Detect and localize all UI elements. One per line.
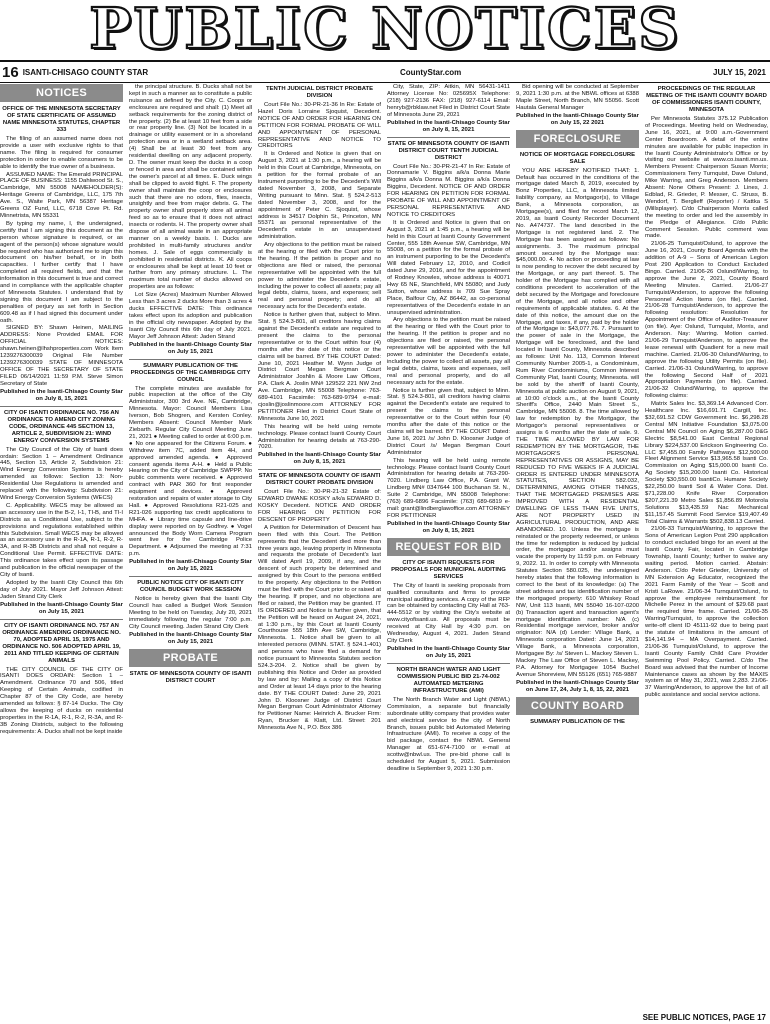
folio-left xyxy=(0,64,148,81)
notice-heading: STATE OF MINNESOTA COUNTY OF ISANTI DISTRICT COURT xyxy=(129,670,252,684)
notice-paragraph: Any objections to the petition must be raised at the hearing or filed with the Court prior to the hearing. If the petition is proper and no objections are filed or raised, the personal representative will be appointed with the full power to administer the Decedent's estate, including the power to collect all assets, pay all legal debts, claims, taxes and expenses, sell real and personal property, and do all necessary acts for the estate. xyxy=(387,317,510,386)
section-banner: NOTICES xyxy=(0,84,123,102)
column-3 xyxy=(258,84,381,1018)
notice-paragraph: Notice is further given that, subject to Minn. Stat. § 524.3-801, all creditors having claims against the Decedent's estate are required to present the claims to the personal representative or to the Court within four (4) months after the date of this notice or the claims will be barred. BY THE COURT Dated: June 10, 2021 Heather M. Wynn Judge of District Court Megan Bergman Court Administrator Joshlin & Moore Law Offices, P.A. Clark A. Joslin MN# 129522 221 NW 2nd Ave. Cambridge, MN 55008 Telephone: 763-689-4101 Facsimile: 763-689-9794 e-mail: cjoslin@joslinmoore.com ATTORNEY FOR PETITIONER Filed in District Court State of Minnesota June 10, 2021 xyxy=(258,312,381,422)
notice-paragraph: The filing of an assumed name does not provide a user with exclusive rights to that name. The filing is required for consumer protection in order to enable consumers to be able to identify the true owner of a business. xyxy=(0,136,123,170)
notice-heading: TENTH JUDICIAL DISTRICT PROBATE DIVISION xyxy=(265,86,374,99)
divider xyxy=(387,663,510,664)
notice-paragraph: The City Council of the City of Isanti does ordain: Section 1 – Amendment Ordinance 445, Section 13, Article 2, Subdivision 21: Wind Energy Conversion Systems is hereby amended as follows: Section 13: Non-Residential Use Regulations is amended and replaced with the following: Subdivision 21: Wind Energy Conversion Systems (WECS) xyxy=(0,446,123,501)
notice-heading: OFFICE OF THE MINNESOTA SECRETARY OF STATE CERTIFICATE OF ASSUMED NAME MINNESOTA STATUTES, CHAPTER 333 xyxy=(2,106,121,133)
notice-paragraph: City, State, ZIP: Aitkin, MN 56431-1411 Attorney License No: 025695X Telephone: (218) 927-2136 FAX: (218) 927-6114 Email: henryb@rbklaw.net Filed in District Court State of Minnesota June 29, 2021 xyxy=(387,84,510,118)
publication-line: Published in the Isanti-Chisago County Star on July 8, 15, 2021 xyxy=(387,520,510,534)
notice-paragraph: This hearing will be held using remote technology. Please contact Isanti County Court Administration for hearing details at 763-290-7020. Lindberg Law Office, P.A. Grant W. Lindberg MN# 0347644 100 Buchanan St. N., Suite 2 Cambridge, MN 55008 Telephone: (763) 689-6896 Facsimile: (763) 689-6819 e-mail: grant@lindberglawoffice.com ATTORNEY FOR PETITIONER xyxy=(387,457,510,519)
notice-paragraph: A Petition for Determination of Descent has been filed with this Court. The Petition represents that the Decedent died more than three years ago, leaving property in Minnesota and requests the probate of Decedent's last Will dated April 19, 2009, if any, and the descent of such property be determined and assigned by this Court to the persons entitled to the property. Any objections to the Petition must be filed with the Court prior to or raised at the hearing. If proper, and no objections are filed or raised, the Petition may be granted. IT IS ORDERED and Notice is further given, that the Petition will be heard on August 24, 2021, at 1:30 p.m., by this Court at Isanti County Courthouse 555 18th Ave SW, Cambridge, Minnesota. 1. Notice shall be given to all interested persons (MINN. STAT. § 524.1-401) and persons who have filed a demand for notice pursuant to Minnesota Statutes section 524.3-204. 2. Notice shall be given by publishing this Notice and Order as provided by law and by: Mailing a copy of this Notice and Order at least 14 days prior to the hearing date. BY THE COURT Dated: June 29, 2021 John D. Kloosner Judge of District Court Megan Bergman Court Administrator Attorney for Petitioner Name: Heinrich A. Brucker Firm: Ryan, Brucker & Klatt, Ltd. Street: 201 Minnesota Ave N., P.O. Box 386 xyxy=(258,524,381,732)
notice-paragraph: By typing my name, I, the undersigned, certify that I am signing this document as the person whose signature is required, or as agent of the person(s) whose signature would be required who has authorized me to sign this document on his/her behalf, or in both capacities. I further certify that I have completed all required fields, and that the information in this document is true and correct and in compliance with the applicable chapter of Minnesota Statutes. I understand that by signing this document I am subject to the penalties of perjury as set forth in Section 609.48 as if I had signed this document under oath. xyxy=(0,220,123,324)
notice-heading: CITY OF ISANTI ORDINANCE NO. 756 AN ORDINANCE TO AMEND CITY ZONING CODE, ORDINANCE 445 SECTION 13, ARTICLE 2, SUBDIVISION 21: WIND ENERGY CONVERSION SYSTEMS xyxy=(4,409,119,444)
masthead xyxy=(0,0,770,62)
page-number: 16 xyxy=(2,63,19,81)
section-banner: REQUEST FOR BID xyxy=(387,538,510,556)
notice-paragraph: Per Minnesota Statutes 375.12 Publication of Proceedings. Meeting held on Wednesday, June 16, 2021, at 9:00 a.m.-Government Center Boardroom. A detail of the entire minutes are available for public inspection in the Isanti County Administrator's Office or by visiting our website at www.co.isanti.mn.us. Members Present: Chairperson Susan Morris; Commissioners Terry Turnquist, Dave Oslund, Mike Warring, and Greg Anderson. Members Absent: None Others Present: J. Lines, J. Edblad, R. Grieder, P. Messer, C. Struss, B. Wendorf, T. Berglieff (Reporter) / Kattka S (Millsplayer). C/do Chairperson Morris called the meeting to order and led the assembly in the Pledge of Allegiance. C/do Public Comment Session. Public comment was made. xyxy=(645,116,768,240)
notice-paragraph: YOU ARE HEREBY NOTIFIED THAT: 1. Default has occurred in the conditions of the mortgage dated March 8, 2019, executed by Bonz Properties, LLC, a Minnesota limited liability company, as Mortgagor(s), to Village Bank, a Minnesota corporation, as Mortgagee(s), and filed for record March 12, 2019, as Isanti County Recorder Document No. A474737. The land described in the Mortgage is not registered land. 2. The Mortgage has been assigned as follows: No assignments. 3. The maximum principal amount secured by the Mortgage was: $45,000.00. 4. No action or proceeding at law is now pending to recover the debt secured by the Mortgage, or any part thereof. 5. The holder of the Mortgage has complied with all conditions precedent to acceleration of the debt secured by the Mortgage and foreclosure of the Mortgage, and all notice and other requirements of applicable statutes. 6. At the date of this notice, the amount due on the Mortgage, and taxes, if any, paid by the holder of the Mortgage is: $43,077.76. 7. Pursuant to the power of sale in the Mortgage, the Mortgage will be foreclosed, and the land located in Isanti County, Minnesota described as follows: Unit No. 113, Common Interest Community Number 2005-1, a Condominium, Rum River Condominiums, Common Interest Community Plat, Isanti County, Minnesota. will be sold by the sheriff of Isanti County, Minnesota at public auction on August 9, 2021, at 10:00 o'clock a.m., at the Isanti County Sheriff's Office, 2440 Main Street S., Cambridge, MN 55008. 8. The time allowed by law for redemption by the Mortgagor, the Mortgagor's personal representatives or assigns is 6 months after the date of sale. 9. THE TIME ALLOWED BY LAW FOR REDEMPTION BY THE MORTGAGOR, THE MORTGAGOR'S PERSONAL REPRESENTATIVES OR ASSIGNS, MAY BE REDUCED TO FIVE WEEKS IF A JUDICIAL ORDER IS ENTERED UNDER MINNESOTA STATUTES, SECTION 582.032, DETERMINING, AMONG OTHER THINGS, THAT THE MORTGAGED PREMISES ARE IMPROVED WITH A RESIDENTIAL DWELLING OF LESS THAN FIVE UNITS, ARE NOT PROPERTY USED IN AGRICULTURAL PRODUCTION, AND ARE ABANDONED. 10. Unless the mortgage is reinstated or the property redeemed, or unless the time for redemption is reduced by judicial order, the mortgagor and/or assigns must vacate the property by 11:59 p.m. on February 9, 2022. 11. In order to comply with Minnesota Statutes Section 580.025, the undersigned hereby states that the following information is correct to the best of its knowledge: (a) The street address and tax identification number of the mortgaged property: 610 Whiskey Road NW, Unit 113 Isanti, MN 55040 16-107-0200 (b) Transaction agent and transaction agent's mortgage identification number: N/A (c) Residential mortgage servicer, broker and/or originator: N/A (d) Lender: Village Bank, a Minnesota corporation Dated: June 14, 2021 Village Bank, a Minnesota corporation, Mortgagee By: /s/ Steven L. Mackey Steven L. Mackey The Law Office of Steven L. Mackey, P.A. Attorney for Mortgagee 1054 Buchel Avenue Shoreview, MN 55126 (651) 765-9887 xyxy=(516,167,639,678)
notice-paragraph: Court File No.: 30-PR-21-47 In Re: Estate of Donnamarie V. Biggins a/k/a Donna Marie Biggins a/k/a Donna M. Biggins a/k/a Donna Biggins, Decedent. NOTICE OF AND ORDER FOR HEARING ON PETITION FOR FORMAL PROBATE OF WILL AND APPOINTMENT OF PERSONAL REPRESENTATIVE AND NOTICE TO CREDITORS xyxy=(387,163,510,218)
publication-line: Published in the Isanti-Chisago County Star on July 15, 2021 xyxy=(129,631,252,645)
paper-name: ISANTI-CHISAGO COUNTY STAR xyxy=(22,67,149,77)
publication-line: Published in the Isanti-Chisago County Star on July 15, 2021 xyxy=(387,645,510,659)
column-1 xyxy=(0,84,123,1018)
notice-paragraph: Adopted by the Isanti City Council this 6th day of July 2021. Mayor Jeff Johnson Attest: Jaden Strand City Clerk xyxy=(0,579,123,600)
notice-paragraph: Any objections to the petition must be raised at the hearing or filed with the Court prior to the hearing. If the petition is proper and no objections are filed or raised, the personal representative will be appointed with the full power to administer the Decedent's estate, including the power to collect all assets; pay all legal debts, claims, taxes, and expenses; sell real and personal property; and do all necessary acts for the Decedent's estate. xyxy=(258,242,381,311)
column-2 xyxy=(129,84,252,1018)
notice-paragraph: 21/06-33 Turnquist/Warring, to approve the Sons of American Legion Post 290 application to conduct excluded bingo for an event at the Isanti County Fair, located in Cambridge Township, Isanti County; further to waive any waiting period. Motion carried. Abstain: Anderson. C/do Peter Grieder, University of MN Extension Ag Educator, recognized the 2021 Farm Family of the Year – Scott and Kristi LaRowe. 21/06-34 Turnquist/Oslund, to approve the employee reimbursement for Michelle Perez in the amount of $29.68 past the required time frame. Carried. 21/06-35 Warring/Turnquist, to approve the collection write-off client ID 45111-92 due to being past the statute of limitations in the amount of $14,141.94 – MA Overpayment. Carried. 21/06-36 Turnquist/Oslund, to approve the Isanti County Family Child Care Provider Swimming Pool Policy. Carried. C/do The Board was advised that the number of Income Maintenance cases as shown by the MAXIS system as of May 31, 2021, was 2,283. 21/06-37 Warring/Anderson, to approve the list of all public assistance and social service actions. xyxy=(645,526,768,699)
divider xyxy=(129,359,252,360)
notice-paragraph: C. Applicability. WECS may be allowed as an accessory use in the B-2, I-1, TI-B, and TI-I Districts as a Conditional Use, subject to the provisions and regulations established within this Subdivision. Small WECS may be allowed as an accessory use in the R-1A, R-1, R-2, R-3A, and R-3B Districts and shall not require a Conditional Use Permit. EFFECTIVE DATE: This ordinance takes effect upon its passage and publication in the official newspaper of the City of Isanti. xyxy=(0,502,123,578)
notice-paragraph: Notice is hereby given that the Isanti City Council has called a Budget Work Session Meeting to be held on Tuesday, July 20, 2021 immediately following the regular 7:00 p.m. City Council meeting. Jaden Strand City Clerk xyxy=(129,596,252,630)
divider xyxy=(258,469,381,470)
notice-paragraph: It is Ordered and Notice is given that on August 3, 2021 at 1:30 p.m., a hearing will be held in this Court at Cambridge, Minnesota, on a petition for the formal probate of an instrument purporting to be the Decedent's Will dated November 3, 2008, and Separate Writing pursuant to Minn. Stat. § 524.2-513 dated November 3, 2008, and for the appointment of Peter C. Sjoquist, whose address is 34517 Dolphin St., Princeton, MN 55371 as personal representative of the Decedent's estate in an unsupervised administration. xyxy=(258,151,381,241)
notice-paragraph: Bid opening will be conducted at September 9, 2021 1:30 p.m. at the NBWL offices at 6388 Maple Street, North Branch, MN 55056. Scott Hautala General Manager xyxy=(516,84,639,111)
divider xyxy=(387,137,510,138)
publication-line: Published in the Isanti-Chisago County Star on July 8, 15, 2021 xyxy=(258,452,381,466)
notice-heading: CITY OF ISANTI ORDINANCE NO. 757 AN ORDINANCE AMENDING ORDINANCE NO. 70, ADOPTED APRIL 15, 1975 AND ORDINANCE NO. 506 ADOPTED APRIL 19, 2011 AND TITLED KEEPING OF CERTAIN ANIMALS xyxy=(2,622,121,664)
notice-paragraph: THE CITY COUNCIL OF THE CITY OF ISANTI DOES ORDAIN: Section 1 – Amendment. Ordinance 70 and 506, titled Keeping of Certain Animals, codified in Chapter 87 of the City Code, are hereby amended as follows: § 87-14 Ducks. The City allows the keeping of ducks on residential properties in the R-1A, R-1, R-2, R-3A, and R-3B Zoning Districts, subject to the following requirements: A. Ducks shall not be kept inside xyxy=(0,666,123,735)
publication-line: Published in the Isanti-Chisago County Star on July 15, 2021 xyxy=(0,601,123,615)
section-banner: COUNTY BOARD xyxy=(516,697,639,715)
section-banner: FORECLOSURE xyxy=(516,130,639,148)
notice-paragraph: Court File No.: 30-PR-21-32 Estate of: EDWARD DWANE KOSKY a/k/a EDWARD D. KOSKY Decedent. NOTICE AND ORDER FOR HEARING ON PETITION FOR DESCENT OF PROPERTY xyxy=(258,489,381,523)
issue-date: JULY 15, 2021 xyxy=(713,67,766,77)
publication-line: Published in the Isanti-Chisago County Star on July 15, 22 2021 xyxy=(516,112,639,126)
divider xyxy=(0,619,123,620)
notice-heading: SUMMARY PUBLICATION OF THE PROCEEDINGS OF THE CAMBRIDGE CITY COUNCIL xyxy=(130,362,251,383)
notice-paragraph: SIGNED BY: Shawn Heinen, MAILING ADDRESS: None Provided EMAIL FOR OFFICIAL NOTICES: shawn.heinen@lhshproperties.com Work Item 1239276300039 Original File Number 1239276300039 STATE OF MINNESOTA OFFICE OF THE SECRETARY OF STATE FILED 06/14/2021 11:59 P.M. Steve Simon Secretary of State xyxy=(0,325,123,387)
publication-line: Published in the Isanti-Chisago County Star on July 8, 15, 2021 xyxy=(0,388,123,402)
notice-heading: PROCEEDINGS OF THE REGULAR MEETING OF THE ISANTI COUNTY BOARD OF COMMISSIONERS ISANTI COUNTY, MINNESOTA xyxy=(646,86,767,113)
notice-paragraph: Notice is further given that, subject to Minn. Stat. § 524.3-801, all creditors having claims against the Decedent's estate are required to present the claims to the personal representative or to the Court within four (4) months after the date of this notice or the claims will be barred. BY THE COURT Dated: June 16, 2021 /s/ John D. Kloosner Judge of District Court /s/ Megan Bergman Court Administrator xyxy=(387,387,510,456)
notice-paragraph: the principal structure. B. Ducks shall not be kept in such a manner as to constitute a public nuisance as defined by the City. C. Coops or enclosures are required and shall: (1) Meet all setback requirements for the zoning district of the property. (2) Be at least 10 feet from a side or rear property line. (3) Not be located in a drainage or utility easement or in a shoreland protection area or in a wetland setback area. (4) Shall be at least 30 feet from any residential dwelling on any adjacent property. D. The owner must keep the ducks in a coop or fenced in area and shall be contained within the owner's parcel at all times. E. Duck wings shall be clipped to avoid flight. F. The property owner shall maintain the coop or enclosures such that there are no odors, flies, insects, unsightly and free from major debris. G. The property owner shall properly store all animal feed so as to ensure that it does not attract insects or rodents. H. The property owner shall dispose of all animal waste in an appropriate manner on a weekly basis. I. Ducks are prohibited in multi-family structures and/or homes. J. Sale of eggs commercially is prohibited in residential districts. K. All coops or enclosures shall be kept at least 10 feet or further from any primary structure. L. The maximum total number of ducks allowed on properties are as follows: xyxy=(129,84,252,291)
column-6 xyxy=(645,84,768,1018)
continued-note[interactable]: SEE PUBLIC NOTICES, PAGE 17 xyxy=(642,1013,766,1022)
notice-heading: STATE OF MINNESOTA COUNTY OF ISANTI DISTRICT COURT TENTH JUDICIAL DISTRICT xyxy=(387,140,510,161)
notice-paragraph: This hearing will be held using remote technology. Please contact Isanti County Court Administration for hearing details at 763-290-7020. xyxy=(258,423,381,451)
column-5 xyxy=(516,84,639,1018)
notice-paragraph: Matrix Sales Inc. $3,369.14 Advanced Corr. Healthcare Inc. $16,691.71 Cargill, Inc. $32,691.52 CDW Government Inc. $6,298.28 Central MN Initiative Foundation $3,075.00 Central MN Council on Aging $6,287.00 D&G Electric $8,541.00 East Central Regional Library $224,537.00 Erickson Engineering Co. LLC $7,455.00 Family Pathways $12,500.00 Fleet Alignment Service $13,965.58 Isanti Co. Commission on Aging $15,000.00 Isanti Co. Ag Society $15,200.00 Isanti Co. Historical Society $30,550.00 IsantiCo. Humane Society $22,250.00 Isanti Soil & Water Cons. Dist. $71,228.00 Knife River Corporation $207,221.39 Metro Sales $1,856.89 Motorola Solutions $13,435.59 Nac Mechanical $11,157.45 Summit Food Service $19,407.49 Total Claims & Warrants $502,838.13 Carried. xyxy=(645,401,768,525)
masthead-title: PUBLIC NOTICES xyxy=(89,0,681,62)
notice-paragraph: The complete minutes are available for public inspection at the office of the City Administrator, 300 3rd Ave. NE, Cambridge, Minnesota. Mayor: Council Members Lisa Iverson, Bob Shogren, and Kersten Conley. Members Absent: Council Member Mark Ziebarth. Regular City Council Meeting June 21, 2021 ● Meeting called to order at 6:00 p.m. ● No one appeared for the Citizens Forum. ● Withdrew item 7C, added item 4H, and approved amended agenda. ● Approved consent agenda items A-H. ● Held a Public Hearing on the City of Cambridge SWPPP. No public comments were received. ● Approved contract with PAR 360 for first responder equipment and devices. ● Approved restoration and repairs of water storage to City Hall. ● Approved Resolutions R21-025 and R21-026 supporting tax credit applications to MHFA. ● Library time capsule and line-drive display were reported on by Godfrey. ● Vogel announced the Body Worn Camera Program went live for the Cambridge Police Department. ● Adjourned the meeting at 7:31 p.m. xyxy=(129,385,252,558)
column-4 xyxy=(387,84,510,1018)
notice-paragraph: It is Ordered and Notice is given that on August 3, 2021 at 1:45 p.m., a hearing will be held in this Court at Isanti County Government Center, 555 18th Avenue SW, Cambridge, MN 55008, on a petition for the formal probate of an instrument purporting to be the Decedent's Will dated February 12, 2010, and Codicil dated June 29, 2016, and for the appointment of Rodney Knowles, whose address is 40071 Hwy 65 NE, Stanchfield, MN 55080; and Judy Sutton, whose address is 709 Sue Spray Place, Balfour Cty, AZ 86442, as co-personal representatives of the Decedent's estate in an unsupervised administration. xyxy=(387,219,510,316)
notice-heading: PUBLIC NOTICE CITY OF ISANTI CITY COUNCIL BUDGET WORK SESSION xyxy=(137,580,244,594)
section-banner: PROBATE xyxy=(129,649,252,667)
notice-heading: NORTH BRANCH WATER AND LIGHT COMMISSION PUBLIC BID 21-74-002 AUTOMATED METERING INFRASTRUCTURE (AMI) xyxy=(396,666,501,694)
notice-heading: CITY OF ISANTI REQUESTS FOR PROPOSALS FOR MUNICIPAL AUDITING SERVICES xyxy=(391,559,506,580)
notice-paragraph: Lot Size (Acres) Maximum Number Allowed Less than 3 acres 2 ducks More than 3 acres 4 ducks EFFECTIVE DATE: This ordinance takes effect upon its adoption and publication in the official city newspaper. Adopted by the Isanti City Council this 6th day of July 2021. Mayor Jeff Johnson Attest: Jaden Strand xyxy=(129,292,252,340)
columns xyxy=(0,84,770,1018)
notice-heading: NOTICE OF MORTGAGE FORECLOSURE SALE xyxy=(519,151,636,165)
notice-paragraph: ASSUMED NAME: The Emerald PRINCIPAL PLACE OF BUSINESS: 1155 Dahlwood St. S., Cambridge, MN 55008 NAMEHOLDER(S): Heritage Greens of Cambridge, LLC, 175 7th Ave. S., Waite Park, MN 56387 Heritage Greens OZ Fund, LLC, 6718 Cove Pt. Rd. Minnetrista, MN 55331 xyxy=(0,171,123,219)
notice-paragraph: Court File No.: 30-PR-21-36 In Re: Estate of Hazel Doris Lorraine Sjoquist, Decedent. NOTICE OF AND ORDER FOR HEARING ON PETITION FOR FORMAL PROBATE OF WILL AND APPOINTMENT OF PERSONAL REPRESENTATIVE AND NOTICE TO CREDITORS xyxy=(258,102,381,150)
notice-paragraph: The North Branch Water and Light (NBWL) Commission, a separate but financially subordinate utility company that provides water and electrical service to the city of North Branch, issues public bid Automated Metering Infrastructure (AMI). To receive a copy of the bid package, contact the NBWL General Manager at 651-674-7100 or e-mail at scottw@nbwl.us. The pre-bid phone call is scheduled for August 5, 2021. Submission deadline is September 9, 2021 1:30 p.m. xyxy=(387,696,510,772)
notice-paragraph: 21/06-25 Turnquist/Oslund, to approve the June 16, 2021, County Board Agenda with the addition of A-9 – Sons of American Legion Post 290 Application to Conduct Excluded Bingo. Carried. 21/06-26 Oslund/Warring, to approve the June 2, 2021, County Board Meeting Minutes. Carried. 21/06-27 Turnquist/Anderson, to approve the following Personnel Action Items (on file). Carried. 21/06-28 Turnquist/Anderson, to approve the following resolution: Resolution for Appointment of the Office of Auditor-Treasurer (on file). Aye: Oslund, Turnquist, Morris, and Anderson. Nay: Warring. Motion carried. 21/06-29 Turnquist/Anderson, to approve the lease renewal with Quadient for a new mail machine. Carried. 21/06-30 Oslund/Warring, to approve the following Utility Permits (on file). Carried. 21/06-31 Oslund/Warring, to approve the following Second Half of 2021 Appropriation Payments (on file). Carried. 21/06-32 Oslund/Warring, to approve the following claims: xyxy=(645,241,768,400)
publication-line: Published in the Isanti-Chisago County Star on July 15, 2021 xyxy=(129,559,252,573)
publication-line: Published in the Isanti-Chisago County Star on July 15, 2021 xyxy=(129,341,252,355)
publication-line: Published in the Isanti-Chisago County Star on June 17, 24, July 1, 8, 15, 22, 2021 xyxy=(516,679,639,693)
notice-heading: SUMMARY PUBLICATION OF THE xyxy=(530,718,625,725)
notice-paragraph: The City of Isanti is seeking proposals from qualified consultants and firms to provide municipal auditing services. A copy of the RFP can be obtained by contacting City Hall at 763-444-5512 or by visiting the City's website at www.cityofisanti.us. All proposals must be received at City Hall by 4:30 p.m. on Wednesday, August 4, 2021. Jaden Strand City Clerk xyxy=(387,582,510,644)
notice-heading: STATE OF MINNESOTA COUNTY OF ISANTI DISTRICT COURT PROBATE DIVISION xyxy=(258,473,381,487)
divider xyxy=(129,576,252,577)
divider xyxy=(0,406,123,407)
publication-line: Published in the Isanti-Chisago County Star on July 8, 15, 2021 xyxy=(387,119,510,133)
site-name: CountyStar.com xyxy=(399,67,462,77)
folio-bar xyxy=(0,60,770,83)
